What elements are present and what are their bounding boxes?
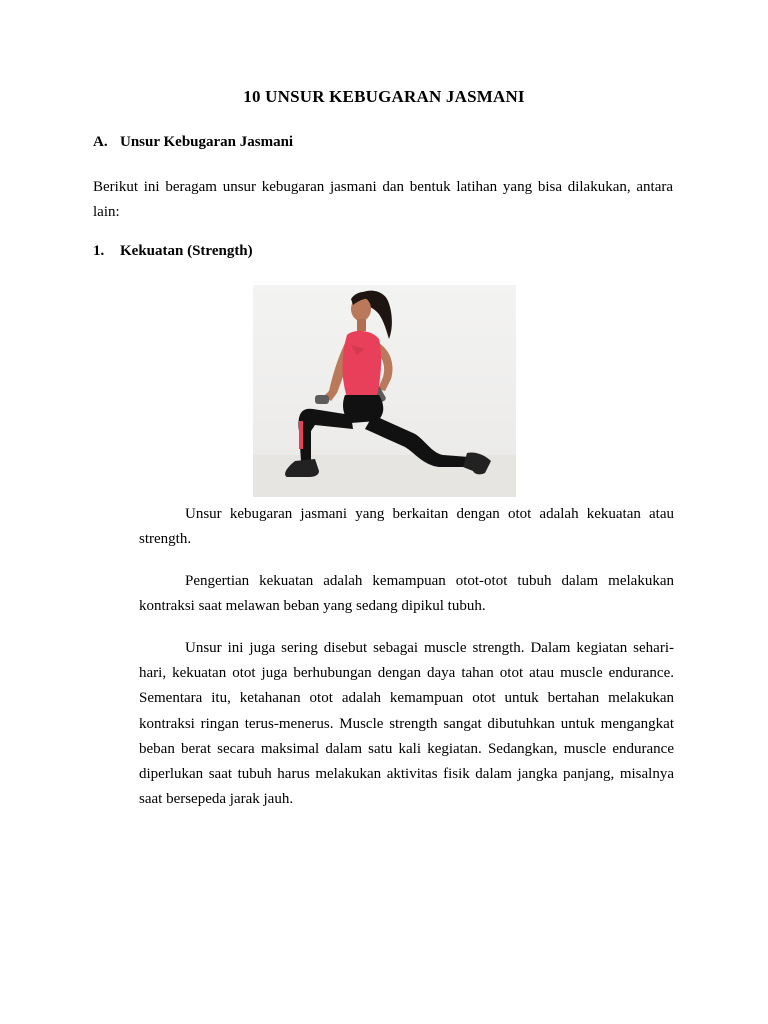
item-1-marker: 1. — [93, 243, 105, 259]
section-a-label: Unsur Kebugaran Jasmani — [120, 134, 294, 150]
item-1-heading — [93, 243, 253, 260]
paragraph-1: Unsur kebugaran jasmani yang berkaitan dengan otot adalah kekuatan atau strength. — [139, 506, 674, 548]
intro-paragraph: Berikut ini beragam unsur kebugaran jasmani dan bentuk latihan yang bisa dilakukan, antara lain: — [93, 179, 673, 220]
woman-lunge-dumbbells-photo — [253, 285, 516, 497]
page-title: 10 UNSUR KEBUGARAN JASMANI — [243, 87, 525, 106]
paragraph-3: Unsur ini juga sering disebut sebagai muscle strength. Dalam kegiatan sehari-hari, kekuatan otot juga berhubungan dengan daya tahan otot atau muscle endurance. Sementara itu, ketahanan otot adalah kemampuan otot untuk bertahan melakukan kontraksi ringan terus-menerus. Muscle strength sangat dibutuhkan untuk mengangkat beban berat secara maksimal dalam satu kali kegiatan. Sedangkan, muscle endurance diperlukan saat tubuh harus melakukan aktivitas fisik dalam jangka panjang, misalnya saat bersepeda jarak jauh. — [139, 640, 674, 808]
section-a-heading — [93, 134, 293, 151]
section-a-marker: A. — [93, 134, 108, 150]
item-1-label: Kekuatan (Strength) — [120, 243, 253, 259]
paragraph-2: Pengertian kekuatan adalah kemampuan otot-otot tubuh dalam melakukan kontraksi saat melawan beban yang sedang dipikul tubuh. — [139, 573, 674, 615]
